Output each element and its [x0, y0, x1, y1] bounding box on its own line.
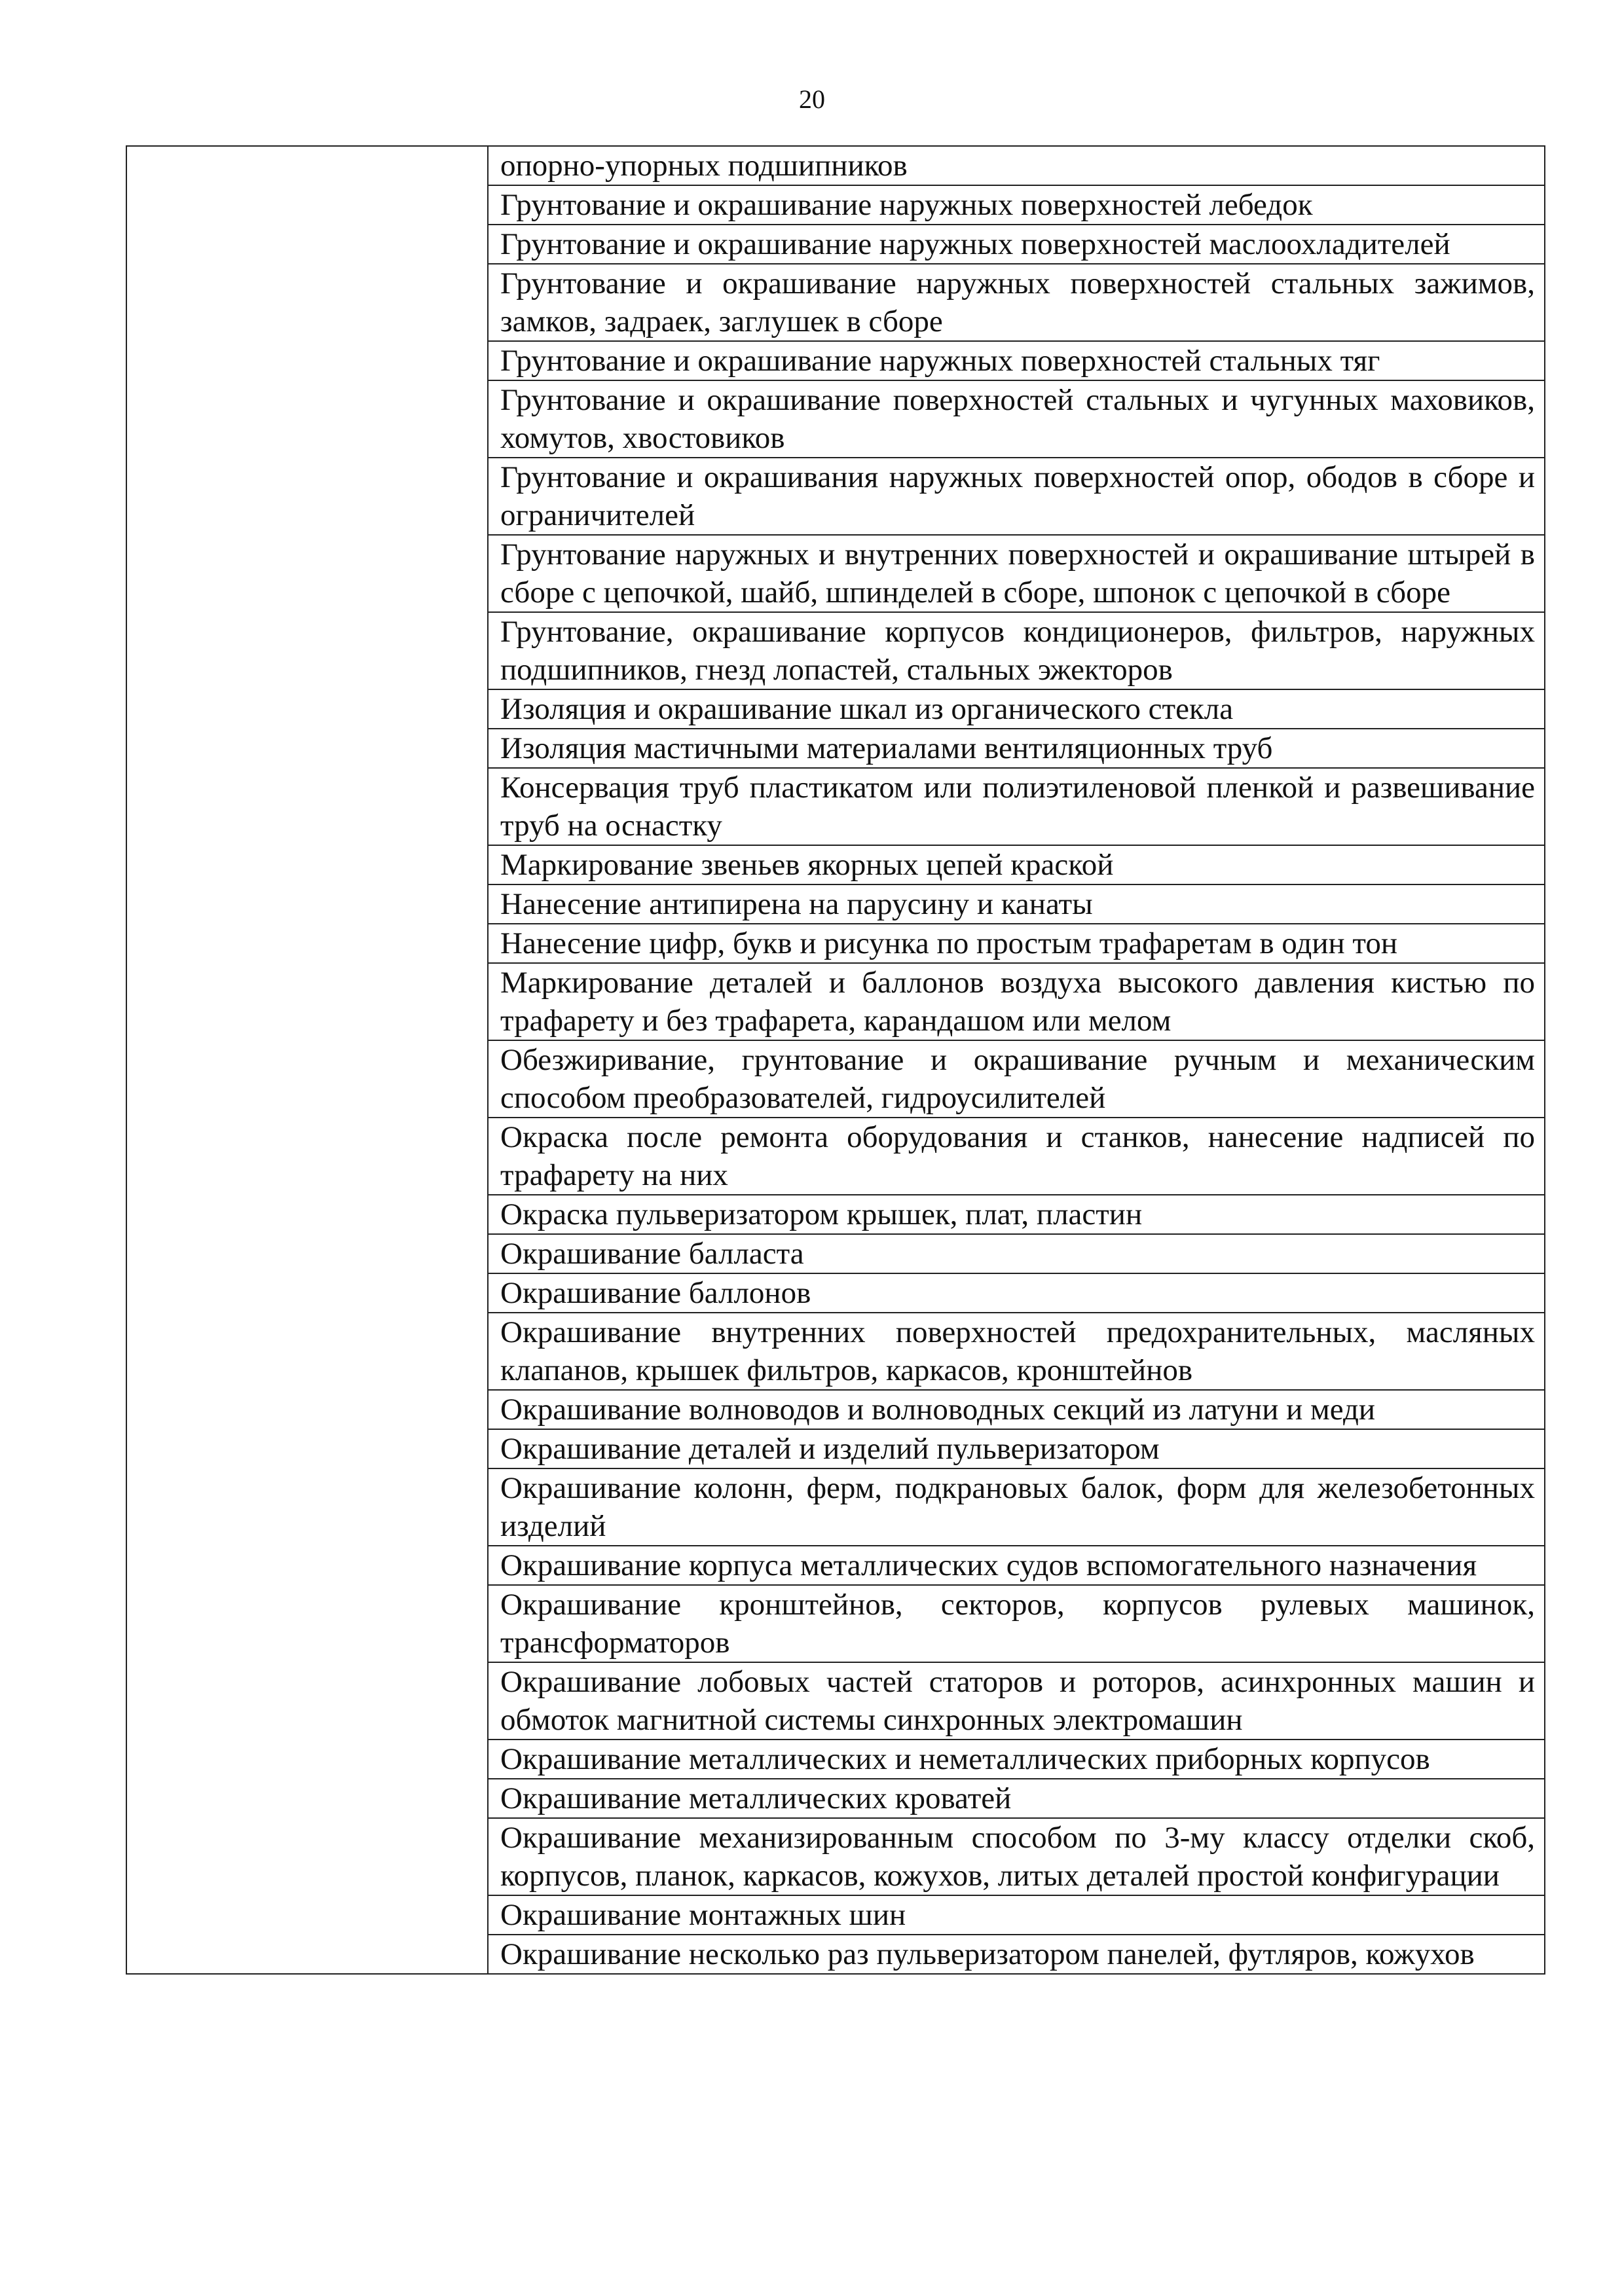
work-description-cell: Окрашивание механизированным способом по 3-му классу отделки скоб, корпусов, планок, каркасов, кожухов, литых деталей простой конфигурации: [488, 1818, 1545, 1895]
work-description-cell: Окрашивание металлических и неметаллических приборных корпусов: [488, 1740, 1545, 1779]
work-description-cell: Окрашивание несколько раз пульверизатором панелей, футляров, кожухов: [488, 1935, 1545, 1974]
work-description-cell: Окраска пульверизатором крышек, плат, пластин: [488, 1195, 1545, 1234]
work-description-cell: Окрашивание корпуса металлических судов вспомогательного назначения: [488, 1546, 1545, 1585]
work-description-cell: Окрашивание баллонов: [488, 1273, 1545, 1313]
work-description-cell: Грунтование и окрашивания наружных поверхностей опор, ободов в сборе и ограничителей: [488, 458, 1545, 535]
work-description-cell: Грунтование, окрашивание корпусов кондиционеров, фильтров, наружных подшипников, гнезд лопастей, стальных эжекторов: [488, 612, 1545, 689]
work-description-cell: Нанесение антипирена на парусину и канаты: [488, 884, 1545, 924]
page-number: 20: [799, 84, 825, 114]
work-description-cell: Изоляция мастичными материалами вентиляционных труб: [488, 729, 1545, 768]
work-description-cell: Окрашивание балласта: [488, 1234, 1545, 1273]
work-description-cell: Грунтование и окрашивание наружных поверхностей лебедок: [488, 185, 1545, 225]
work-types-table: [126, 145, 1545, 1975]
work-description-cell: Окрашивание деталей и изделий пульверизатором: [488, 1429, 1545, 1468]
work-description-cell: Окрашивание кронштейнов, секторов, корпусов рулевых машинок, трансформаторов: [488, 1585, 1545, 1662]
work-description-cell: Грунтование и окрашивание наружных поверхностей стальных тяг: [488, 341, 1545, 380]
work-description-cell: Окрашивание металлических кроватей: [488, 1779, 1545, 1818]
work-description-cell: Грунтование и окрашивание наружных поверхностей маслоохладителей: [488, 225, 1545, 264]
work-description-cell: Окраска после ремонта оборудования и станков, нанесение надписей по трафарету на них: [488, 1118, 1545, 1195]
work-description-cell: опорно-упорных подшипников: [488, 146, 1545, 185]
work-description-cell: Маркирование звеньев якорных цепей краской: [488, 845, 1545, 884]
work-description-cell: Окрашивание волноводов и волноводных секций из латуни и меди: [488, 1390, 1545, 1429]
empty-left-cell: [126, 146, 488, 1974]
work-description-cell: Грунтование и окрашивание наружных поверхностей стальных зажимов, замков, задраек, заглушек в сборе: [488, 264, 1545, 341]
table-row: [126, 146, 1545, 185]
work-description-cell: Окрашивание монтажных шин: [488, 1895, 1545, 1935]
work-description-cell: Обезжиривание, грунтование и окрашивание ручным и механическим способом преобразователей, гидроусилителей: [488, 1040, 1545, 1118]
work-description-cell: Маркирование деталей и баллонов воздуха высокого давления кистью по трафарету и без трафарета, карандашом или мелом: [488, 963, 1545, 1040]
work-description-cell: Грунтование наружных и внутренних поверхностей и окрашивание штырей в сборе с цепочкой, шайб, шпинделей в сборе, шпонок с цепочкой в сборе: [488, 535, 1545, 612]
work-description-cell: Нанесение цифр, букв и рисунка по простым трафаретам в один тон: [488, 924, 1545, 963]
work-description-cell: Консервация труб пластикатом или полиэтиленовой пленкой и развешивание труб на оснастку: [488, 768, 1545, 845]
work-description-cell: Окрашивание внутренних поверхностей предохранительных, масляных клапанов, крышек фильтров, каркасов, кронштейнов: [488, 1313, 1545, 1390]
work-description-cell: Грунтование и окрашивание поверхностей стальных и чугунных маховиков, хомутов, хвостовиков: [488, 380, 1545, 458]
work-description-cell: Изоляция и окрашивание шкал из органического стекла: [488, 689, 1545, 729]
work-description-cell: Окрашивание колонн, ферм, подкрановых балок, форм для железобетонных изделий: [488, 1468, 1545, 1546]
work-description-cell: Окрашивание лобовых частей статоров и роторов, асинхронных машин и обмоток магнитной системы синхронных электромашин: [488, 1662, 1545, 1740]
